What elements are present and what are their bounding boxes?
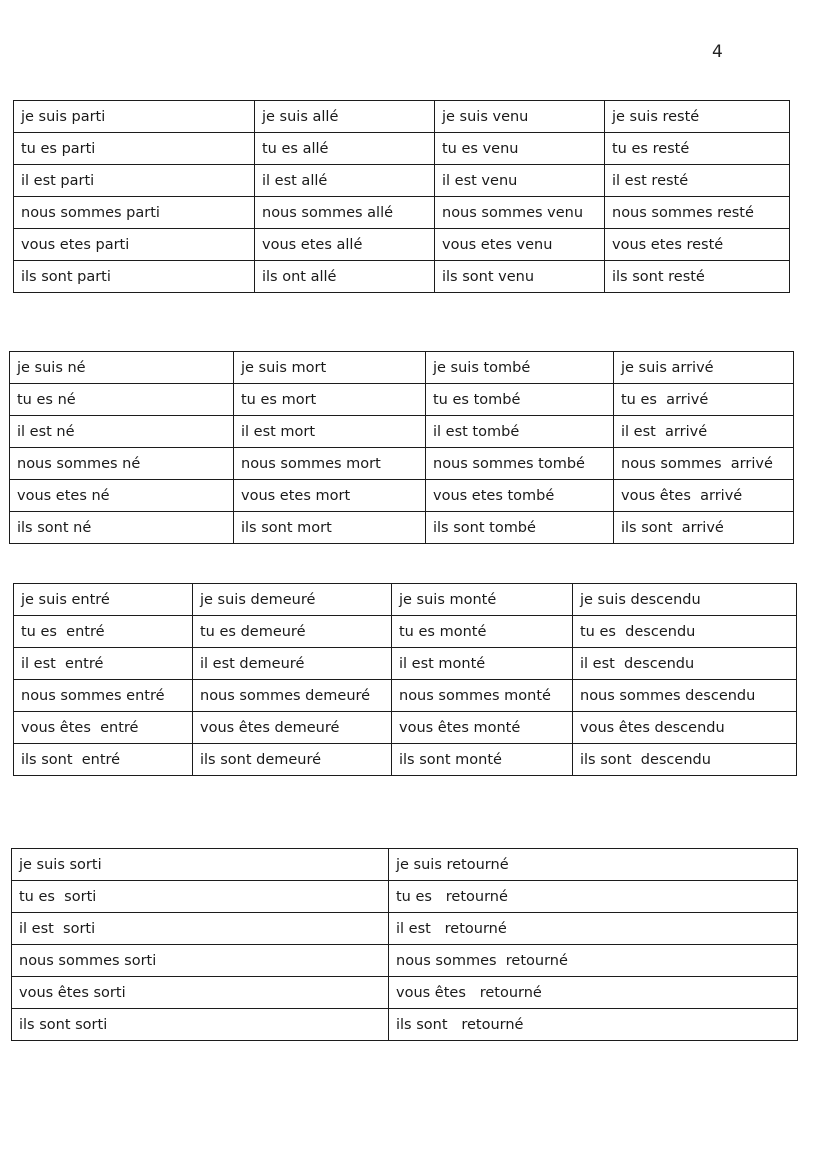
table-cell: vous êtes sorti — [12, 977, 389, 1009]
table-cell: ils sont sorti — [12, 1009, 389, 1041]
table-row — [14, 744, 797, 776]
table-cell: ils sont retourné — [389, 1009, 798, 1041]
table-row — [14, 229, 790, 261]
table-cell: nous sommes sorti — [12, 945, 389, 977]
table-cell: tu es resté — [605, 133, 790, 165]
table-cell: je suis mort — [234, 352, 426, 384]
table-cell: vous etes resté — [605, 229, 790, 261]
table-cell: ils sont né — [10, 512, 234, 544]
table-row — [10, 480, 794, 512]
conjugation-table-naitre-mourir-tomber-arriver — [9, 351, 794, 544]
table-cell: il est monté — [392, 648, 573, 680]
table-cell: ils sont descendu — [573, 744, 797, 776]
table-cell: nous sommes venu — [435, 197, 605, 229]
table-row — [10, 384, 794, 416]
table-cell: tu es retourné — [389, 881, 798, 913]
table-cell: tu es descendu — [573, 616, 797, 648]
table-cell: je suis allé — [255, 101, 435, 133]
table-row — [14, 133, 790, 165]
table-cell: il est mort — [234, 416, 426, 448]
table-row — [14, 584, 797, 616]
table-cell: tu es mort — [234, 384, 426, 416]
table-cell: vous etes allé — [255, 229, 435, 261]
table-cell: je suis parti — [14, 101, 255, 133]
table-row — [12, 945, 798, 977]
table-cell: ils ont allé — [255, 261, 435, 293]
table-cell: il est tombé — [426, 416, 614, 448]
table-cell: il est resté — [605, 165, 790, 197]
table-cell: tu es sorti — [12, 881, 389, 913]
table-cell: nous sommes parti — [14, 197, 255, 229]
table-cell: tu es demeuré — [193, 616, 392, 648]
table-cell: nous sommes entré — [14, 680, 193, 712]
conjugation-table-entrer-demeurer-monter-descendre — [13, 583, 797, 776]
table-cell: tu es entré — [14, 616, 193, 648]
table-cell: nous sommes retourné — [389, 945, 798, 977]
table-cell: ils sont arrivé — [614, 512, 794, 544]
table-row — [12, 913, 798, 945]
table-cell: il est entré — [14, 648, 193, 680]
table-cell: je suis venu — [435, 101, 605, 133]
table-cell: vous etes tombé — [426, 480, 614, 512]
table-row — [10, 352, 794, 384]
table-row — [14, 101, 790, 133]
table-row — [14, 165, 790, 197]
table-cell: je suis né — [10, 352, 234, 384]
table-cell: tu es venu — [435, 133, 605, 165]
table-cell: tu es tombé — [426, 384, 614, 416]
table-cell: nous sommes demeuré — [193, 680, 392, 712]
table-cell: tu es né — [10, 384, 234, 416]
table-cell: il est allé — [255, 165, 435, 197]
table-row — [14, 261, 790, 293]
table-cell: je suis retourné — [389, 849, 798, 881]
table-row — [10, 416, 794, 448]
table-cell: vous etes parti — [14, 229, 255, 261]
table-cell: vous êtes monté — [392, 712, 573, 744]
page-number: 4 — [712, 42, 723, 62]
table-row — [12, 1009, 798, 1041]
table-cell: vous êtes entré — [14, 712, 193, 744]
table-cell: nous sommes allé — [255, 197, 435, 229]
table-cell: tu es parti — [14, 133, 255, 165]
table-cell: nous sommes mort — [234, 448, 426, 480]
table-cell: il est venu — [435, 165, 605, 197]
table-cell: nous sommes tombé — [426, 448, 614, 480]
table-row — [14, 648, 797, 680]
table-cell: vous êtes demeuré — [193, 712, 392, 744]
table-row — [10, 512, 794, 544]
table-cell: vous etes venu — [435, 229, 605, 261]
conjugation-table-sortir-retourner — [11, 848, 798, 1041]
table-cell: il est arrivé — [614, 416, 794, 448]
table-row — [12, 849, 798, 881]
table-cell: il est retourné — [389, 913, 798, 945]
table-row — [14, 197, 790, 229]
table-cell: ils sont entré — [14, 744, 193, 776]
table-cell: ils sont mort — [234, 512, 426, 544]
table-row — [12, 977, 798, 1009]
table-cell: ils sont tombé — [426, 512, 614, 544]
table-cell: je suis demeuré — [193, 584, 392, 616]
table-cell: tu es monté — [392, 616, 573, 648]
table-cell: je suis tombé — [426, 352, 614, 384]
table-cell: il est sorti — [12, 913, 389, 945]
table-cell: il est parti — [14, 165, 255, 197]
table-cell: ils sont parti — [14, 261, 255, 293]
table-row — [14, 712, 797, 744]
table-cell: je suis arrivé — [614, 352, 794, 384]
table-cell: je suis monté — [392, 584, 573, 616]
table-cell: il est né — [10, 416, 234, 448]
table-row — [14, 680, 797, 712]
table-cell: nous sommes resté — [605, 197, 790, 229]
table-cell: nous sommes né — [10, 448, 234, 480]
table-cell: il est demeuré — [193, 648, 392, 680]
table-cell: ils sont resté — [605, 261, 790, 293]
table-cell: vous êtes arrivé — [614, 480, 794, 512]
table-cell: je suis sorti — [12, 849, 389, 881]
table-cell: je suis descendu — [573, 584, 797, 616]
table-cell: ils sont venu — [435, 261, 605, 293]
conjugation-table-partir-aller-venir-rester — [13, 100, 790, 293]
table-cell: je suis resté — [605, 101, 790, 133]
table-cell: nous sommes descendu — [573, 680, 797, 712]
table-row — [12, 881, 798, 913]
table-row — [10, 448, 794, 480]
table-cell: vous etes mort — [234, 480, 426, 512]
table-cell: vous êtes retourné — [389, 977, 798, 1009]
table-cell: tu es arrivé — [614, 384, 794, 416]
table-cell: vous êtes descendu — [573, 712, 797, 744]
table-cell: ils sont monté — [392, 744, 573, 776]
table-cell: vous etes né — [10, 480, 234, 512]
table-cell: ils sont demeuré — [193, 744, 392, 776]
table-cell: il est descendu — [573, 648, 797, 680]
table-cell: tu es allé — [255, 133, 435, 165]
table-row — [14, 616, 797, 648]
table-cell: je suis entré — [14, 584, 193, 616]
table-cell: nous sommes arrivé — [614, 448, 794, 480]
table-cell: nous sommes monté — [392, 680, 573, 712]
